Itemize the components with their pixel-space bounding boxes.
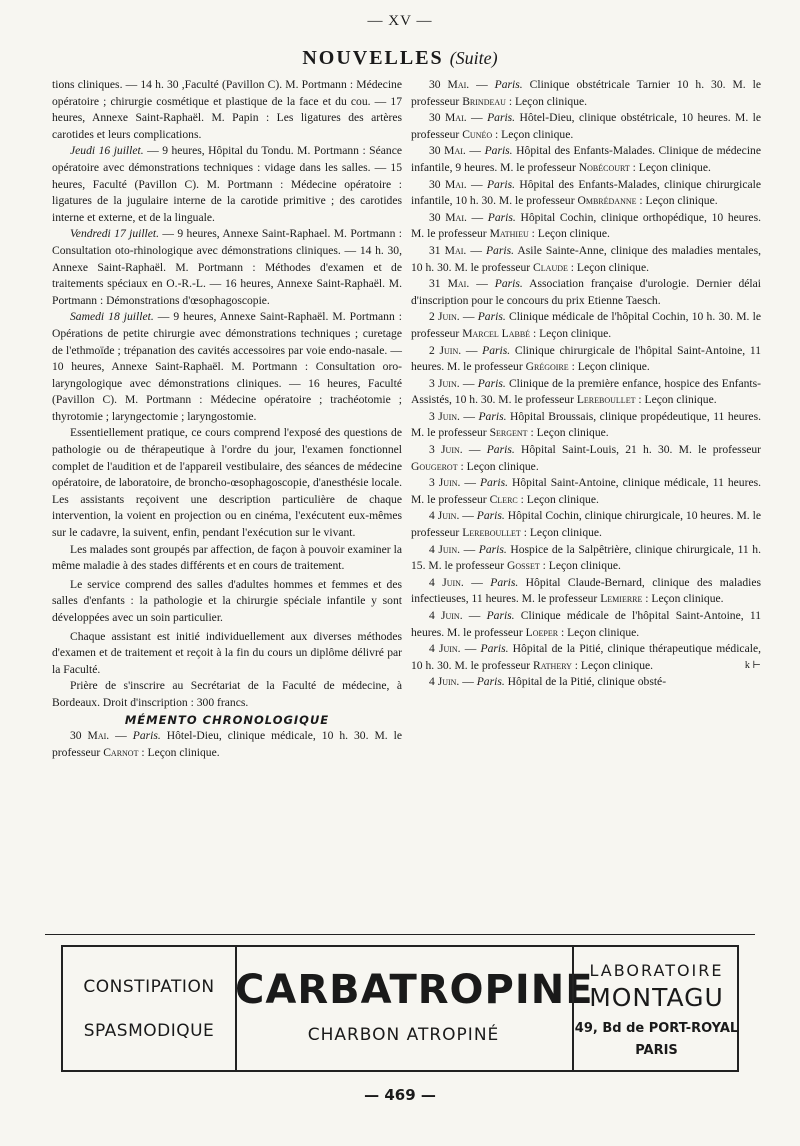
entry-date: 4 Juin. (429, 575, 464, 589)
ad-tagline: CHARBON ATROPINÉ (307, 1025, 500, 1045)
entry-city: Paris. (494, 277, 523, 291)
entry-date: 2 Juin. (429, 310, 460, 324)
entry-date: 30 Mai. (429, 78, 470, 91)
entry-date: 30 Mai. (429, 111, 467, 125)
entry-text: Hôpital Cochin, clinique chirurgicale, 10 heures. M. le professeur (411, 509, 761, 540)
paragraph: Les malades sont groupés par affection, de façon à pouvoir examiner la même maladie à des stades différents et en cours de traitement. (52, 542, 402, 573)
entry-end: : Leçon clinique. (636, 194, 718, 208)
ad-middle-panel (235, 947, 594, 1070)
entry-professor: Ombrédanne (577, 194, 637, 208)
chrono-entry: 30 Mai. — Paris. Hôpital des Enfants-Malades. Clinique de médecine infantile, 9 heures. M. le professeur Nobécourt : Leçon clinique. (411, 144, 761, 174)
ad-lab-line2: MONTAGU (589, 983, 724, 1012)
chrono-entry: 4 Juin. — Paris. Hospice de la Salpêtrière, clinique chirurgicale, 11 h. 15. M. le professeur Gosset : Leçon clinique. (411, 542, 761, 573)
entry-date: 4 Juin. (429, 509, 460, 523)
entry-professor: Carnot (103, 745, 139, 759)
entry-end: : Leçon clinique. (558, 625, 640, 639)
entry-date: 2 Juin. (429, 343, 462, 357)
entry-date: 31 Mai. (429, 277, 470, 291)
entry-city: Paris. (487, 210, 516, 224)
entry-date: 4 Juin. (429, 542, 460, 556)
ad-city: PARIS (635, 1043, 678, 1058)
paragraph-text: — 9 heures, Hôpital du Tondu. M. Portmann : Séance opératoire avec démonstrations techniques : vidage dans les salles. — 15 heures, Faculté (Pavillon C). M. Portmann : Médecine opératoire : ligatures de la jugulaire interne de la carotide primitive ; des carotides interne et externe, et de la linguale. (52, 144, 402, 224)
chrono-entry: 4 Juin. — Paris. Clinique médicale de l'hôpital Saint-Antoine, 11 heures. M. le professeur Loeper : Leçon clinique. (411, 609, 761, 639)
entry-city: Paris. (484, 144, 513, 158)
paragraph: tions cliniques. — 14 h. 30 ,Faculté (Pavillon C). M. Portmann : Médecine opératoire ; chirurgie cosmétique et plastique de la face et du cou. — 17 heures, Annexe Saint-Raphaël. M. Papin : Les ligatures des artères carotides et leurs complications. (52, 78, 402, 141)
entry-professor: Gosset (506, 559, 540, 573)
entry-end: : Leçon clinique. (571, 658, 654, 672)
ad-left-panel (63, 947, 237, 1070)
entry-text: Hospice de la Salpêtrière, clinique chirurgicale, 11 h. 15. M. le professeur (411, 542, 761, 573)
advertisement (61, 945, 739, 1072)
entry-end: : Leçon clinique. (530, 326, 612, 340)
chrono-entry: 30 Mai. — Paris. Hôtel-Dieu, clinique obstétricale, 10 heures. M. le professeur Cunéo : Leçon clinique. (411, 111, 761, 141)
entry-end: : Leçon clinique. (505, 94, 588, 108)
entry-text: Hôpital de la Pitié, clinique obsté- (504, 675, 667, 689)
left-column (52, 77, 402, 761)
chrono-entry: 2 Juin. — Paris. Clinique chirurgicale de l'hôpital Saint-Antoine, 11 heures. M. le professeur Grégoire : Leçon clinique. (411, 343, 761, 374)
paragraph (52, 143, 402, 226)
entry-date: 3 Juin. (429, 476, 461, 490)
entry-city: Paris. (486, 609, 515, 622)
entry-city: Paris. (476, 509, 505, 523)
section-header (0, 47, 800, 70)
entry-end: : Leçon clinique. (517, 492, 599, 506)
entry-date: 4 Juin. (429, 609, 463, 622)
ad-left-line1: CONSTIPATION (83, 977, 215, 997)
entry-date: 3 Juin. (429, 443, 463, 457)
paragraph: Le service comprend des salles d'adultes hommes et femmes et des salles d'enfants : la pathologie et la chirurgie spéciale infantile y sont développées avec un soin particulier. (52, 577, 402, 624)
chrono-entry: 3 Juin. — Paris. Hôpital Saint-Louis, 21 h. 30. M. le professeur Gougerot : Leçon clinique. (411, 443, 762, 473)
margin-mark: k ⊢ (744, 659, 761, 671)
entry-date: 31 Mai. (429, 243, 467, 257)
entry-text: Hôtel-Dieu, clinique obstétricale, 10 heures. M. le professeur (411, 111, 761, 141)
entry-end: : Leçon clinique. (642, 592, 724, 606)
entry-city: Paris. (482, 343, 511, 357)
ad-left-line2: SPASMODIQUE (83, 1021, 215, 1041)
entry-text: Hôpital de la Pitié, clinique thérapeutique médicale, 10 h. 30. M. le professeur (411, 642, 761, 672)
chrono-entry: 2 Juin. — Paris. Clinique médicale de l'hôpital Cochin, 10 h. 30. M. le professeur Marcel Labbé : Leçon clinique. (411, 310, 761, 340)
entry-city: Paris. (477, 310, 506, 324)
entry-text: Hôpital Saint-Antoine, clinique médicale, 11 heures. M. le professeur (411, 476, 762, 506)
entry-end: : Leçon clinique. (457, 459, 539, 473)
entry-professor: Brindeau (462, 94, 506, 108)
entry-professor: Lemierre (600, 592, 643, 606)
entry-text: Hôpital des Enfants-Malades. Clinique de médecine infantile, 9 heures. M. le professeur (411, 144, 761, 174)
entry-date: 30 Mai. (429, 210, 467, 224)
entry-city: Paris. (132, 729, 161, 743)
entry-text: Clinique chirurgicale de l'hôpital Saint-Antoine, 11 heures. M. le professeur (411, 343, 761, 374)
chrono-entry: 3 Juin. — Paris. Clinique de la première enfance, hospice des Enfants-Assistés, 10 h. 30. M. le professeur Lereboullet : Leçon clinique. (411, 376, 762, 407)
chrono-heading: MÉMENTO CHRONOLOGIQUE (124, 712, 330, 727)
entry-city: Paris. (477, 376, 506, 390)
entry-date: 30 Mai. (70, 729, 110, 743)
chrono-entry: 4 Juin. — Paris. Hôpital Claude-Bernard, clinique des maladies infectieuses, 11 heures. M. le professeur Lemierre : Leçon clinique. (411, 575, 762, 606)
page-number: — 469 — (364, 1086, 436, 1104)
right-column (411, 77, 761, 691)
entry-text: Clinique obstétricale Tarnier 10 h. 30. M. le professeur (411, 78, 761, 108)
entry-city: Paris. (478, 409, 507, 423)
entry-city: Paris. (476, 675, 505, 689)
entry-end: : Leçon clinique. (629, 160, 711, 174)
entry-professor: Grégoire (525, 360, 569, 374)
entry-text: Hôpital des Enfants-Malades, clinique chirurgicale infantile, 10 h. 30. M. le professeur (411, 177, 761, 208)
entry-text: Hôpital Claude-Bernard, clinique des maladies infectieuses, 11 heures. M. le professeur (411, 575, 762, 606)
entry-professor: Lereboullet (462, 526, 521, 540)
entry-professor: Clerc (489, 492, 518, 506)
entry-professor: Marcel Labbé (462, 326, 531, 340)
entry-city: Paris. (485, 243, 514, 257)
chrono-entry: 30 Mai. — Paris. Hôpital des Enfants-Malades, clinique chirurgicale infantile, 10 h. 30. M. le professeur Ombrédanne : Leçon clinique. (411, 177, 761, 208)
entry-text: Hôpital Cochin, clinique orthopédique, 10 heures. M. le professeur (411, 210, 761, 241)
chrono-entry: 31 Mai. — Paris. Association française d'urologie. Dernier délai d'inscription pour le concours du prix Etienne Taesch. (411, 277, 761, 307)
entry-end: : Leçon clinique. (138, 745, 220, 759)
entry-text: Hôpital Saint-Louis, 21 h. 30. M. le professeur (514, 443, 762, 457)
divider (45, 934, 755, 935)
entry-professor: Cunéo (462, 127, 493, 141)
entry-date: 30 Mai. (429, 144, 466, 158)
entry-text: Clinique médicale de l'hôpital Cochin, 10 h. 30. M. le professeur (411, 310, 761, 340)
entry-professor: Rathery (533, 658, 572, 672)
entry-end: : Leçon clinique. (568, 360, 650, 374)
entry-end: : Leçon clinique. (492, 127, 574, 141)
paragraph: Prière de s'inscrire au Secrétariat de la Faculté de médecine, à Bordeaux. Droit d'inscription : 300 francs. (52, 679, 402, 709)
paragraph-text: — 9 heures, Annexe Saint-Raphaël. M. Portmann : Opérations de petite chirurgie avec démonstrations techniques ; curetage de l'ethmoïde ; trépanation des cavités accessoires par voie endo-nasale. — 10 heures, Annexe Saint-Raphaël. M. Portmann : Consultation oro-laryngologique avec démonstrations cliniques. — 16 heures, Faculté (Pavillon C). M. Portmann : Médecine opératoire ; trachéotomie ; thyrotomie ; laryngectomie ; laryngostomie. (52, 310, 402, 423)
chrono-entry: 30 Mai. — Paris. Clinique obstétricale Tarnier 10 h. 30. M. le professeur Brindeau : Leçon clinique. (411, 78, 761, 108)
entry-professor: Gougerot (411, 459, 458, 473)
entry-text: Hôtel-Dieu, clinique médicale, 10 h. 30. M. le professeur (52, 729, 402, 759)
paragraph-text: — 9 heures, Annexe Saint-Raphael. M. Portmann : Consultation oto-rhinologique avec démonstrations cliniques. — 14 h. 30, Annexe Saint-Raphaël. M. Portmann : Méthodes d'examen et de traitements spéciaux en O.-R.-L. — 16 heures, Annexe Saint-Raphaël. M. Portmann : Démonstrations d'œsophagoscopie. (52, 227, 402, 307)
entry-professor: Claude (533, 260, 568, 274)
paragraph (52, 226, 402, 309)
chrono-entry: 30 Mai. — Paris. Hôpital Cochin, clinique orthopédique, 10 heures. M. le professeur Mathieu : Leçon clinique. (411, 210, 761, 241)
entry-end: : Leçon clinique. (528, 227, 610, 241)
entry-city: Paris. (480, 642, 509, 656)
entry-end: : Leçon clinique. (539, 559, 621, 573)
entry-city: Paris. (487, 111, 516, 125)
paragraph-date: Jeudi 16 juillet. (70, 144, 144, 158)
ad-lab-line1: LABORATOIRE (589, 961, 724, 980)
entry-text: Association française d'urologie. Dernier délai d'inscription pour le concours du prix Etienne Taesch. (411, 277, 761, 307)
entry-end: : Leçon clinique. (635, 393, 717, 407)
roman-page-number: — XV — (367, 13, 433, 29)
entry-date: 3 Juin. (429, 409, 460, 423)
section-title-suffix: (Suite) (449, 48, 498, 68)
entry-date: 4 Juin. (429, 642, 461, 656)
entry-date: 4 Juin. (429, 675, 460, 689)
chrono-entry: 4 Juin. — Paris. Hôpital de la Pitié, clinique thérapeutique médicale, 10 h. 30. M. le professeur Rathery : Leçon clinique. k ⊢ (411, 641, 761, 674)
entry-end: : Leçon clinique. (527, 426, 609, 440)
entry-date: 3 Juin. (429, 376, 460, 390)
entry-city: Paris. (494, 78, 523, 91)
entry-professor: Mathieu (489, 227, 529, 241)
entry-professor: Loeper (525, 625, 559, 639)
paragraph-date: Samedi 18 juillet. (70, 310, 154, 324)
entry-text: Clinique de la première enfance, hospice des Enfants-Assistés, 10 h. 30. M. le professeur (411, 376, 762, 407)
chrono-entry: 3 Juin. — Paris. Hôpital Broussais, clinique propédeutique, 11 heures. M. le professeur Sergent : Leçon clinique. (411, 409, 761, 440)
chrono-entry: 4 Juin. — Paris. Hôpital de la Pitié, clinique obsté- (429, 675, 667, 689)
ad-brand: CARBATROPINE (235, 967, 594, 1013)
paragraph (52, 309, 402, 425)
entry-text: Hôpital Broussais, clinique propédeutique, 11 heures. M. le professeur (411, 409, 761, 440)
entry-end: : Leçon clinique. (520, 526, 602, 540)
entry-date: 30 Mai. (429, 177, 467, 191)
chrono-entry: 30 Mai. — Paris. Hôtel-Dieu, clinique médicale, 10 h. 30. M. le professeur Carnot : Leçon clinique. (52, 729, 402, 759)
entry-city: Paris. (478, 542, 507, 556)
entry-city: Paris. (486, 177, 515, 191)
entry-professor: Nobécourt (578, 160, 630, 174)
entry-city: Paris. (486, 443, 515, 457)
entry-city: Paris. (490, 575, 519, 589)
entry-text: Asile Sainte-Anne, clinique des maladies mentales, 10 h. 30. M. le professeur (411, 243, 761, 274)
entry-city: Paris. (479, 476, 508, 490)
paragraph: Essentiellement pratique, ce cours comprend l'exposé des questions de pathologie ou de thérapeutique à l'ordre du jour, l'examen fonctionnel complet de l'audition et de l'appareil vestibulaire, des séances de médecine opératoire, de laboratoire, de broncho-œsophagoscopie, d'anesthésie locale. Les assistants reçoivent une description particulière de chaque intervention, la voient en projection ou en cinéma, l'exécutent eux-mêmes sur le cadavre, la suivent, enfin, pendant l'exécution sur le vivant. (52, 426, 402, 540)
chrono-entry: 3 Juin. — Paris. Hôpital Saint-Antoine, clinique médicale, 11 heures. M. le professeur Clerc : Leçon clinique. (411, 476, 762, 506)
entry-end: : Leçon clinique. (567, 260, 650, 274)
section-title: NOUVELLES (302, 47, 444, 69)
paragraph-date: Vendredi 17 juillet. (70, 227, 160, 241)
chrono-entry: 31 Mai. — Paris. Asile Sainte-Anne, clinique des maladies mentales, 10 h. 30. M. le professeur Claude : Leçon clinique. (411, 243, 761, 274)
chrono-entry: 4 Juin. — Paris. Hôpital Cochin, clinique chirurgicale, 10 heures. M. le professeur Lereboullet : Leçon clinique. (411, 509, 761, 540)
ad-address: 49, Bd de PORT-ROYAL (574, 1021, 739, 1036)
entry-professor: Lereboullet (576, 393, 636, 407)
entry-professor: Sergent (489, 426, 528, 440)
entry-text: Clinique médicale de l'hôpital Saint-Antoine, 11 heures. M. le professeur (411, 609, 761, 639)
ad-right-panel (572, 947, 739, 1070)
paragraph: Chaque assistant est initié individuellement aux diverses méthodes d'examen et de traitement et reçoit à la fin du cours un diplôme délivré par la Faculté. (52, 629, 402, 676)
